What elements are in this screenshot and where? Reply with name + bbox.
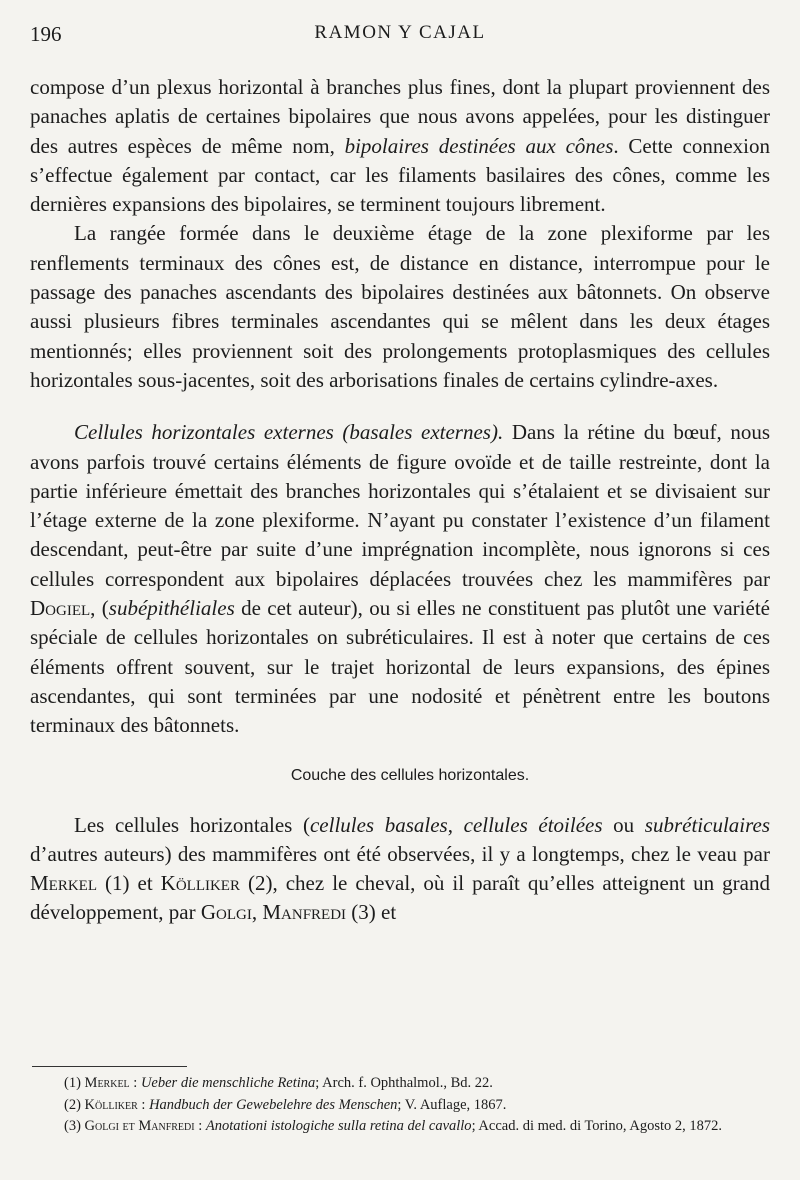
paragraph-4 — [30, 811, 770, 928]
text-run: (2), chez le cheval, où il paraît qu’elles atteignent un grand développement, par — [30, 871, 770, 925]
separator: : — [129, 1075, 141, 1091]
footnote-reference: ; V. Auflage, 1867. — [397, 1096, 507, 1113]
text-run: d’autres auteurs) des mammifères ont été observées, il y a longtemps, chez le veau par — [30, 841, 770, 866]
author-name: Merkel — [30, 871, 97, 896]
text-run: ou — [602, 812, 645, 837]
paragraph-1 — [30, 73, 770, 219]
footnote-3 — [30, 1116, 770, 1138]
footnote-title: Ueber die menschliche Retina — [140, 1075, 316, 1091]
page-header — [30, 22, 770, 48]
footnote-2 — [30, 1095, 770, 1117]
italic-term: subépithéliales — [108, 596, 235, 621]
text-run: de cet auteur), ou si elles ne constituent pas plutôt une variété spéciale de cellules horizontales on subréticulaires. Il est à noter que certains de ces éléments offrent souvent, sur le trajet horizontal de leurs expansions, des épines ascendantes, qui sont terminées par une nodosité et pénètrent entre les boutons terminaux des bâtonnets. — [30, 596, 770, 738]
footnote-number: (3) — [64, 1118, 81, 1134]
author-name: Golgi — [200, 900, 252, 925]
footnote-reference: ; Accad. di med. di Torino, Agosto 2, 1872. — [471, 1118, 722, 1134]
italic-term: cellules basales — [309, 812, 448, 837]
footnote-1 — [30, 1073, 770, 1095]
author-name: Dogiel — [30, 596, 91, 621]
text-run: , ( — [90, 596, 109, 621]
footnote-title: Anotationi istologiche sulla retina del cavallo — [205, 1118, 472, 1134]
italic-term: subréticulaires — [644, 812, 771, 837]
italic-term: bipolaires destinées aux cônes — [344, 133, 614, 158]
text-run: (3) et — [346, 900, 397, 925]
page-number: 196 — [30, 22, 62, 46]
footnote-number: (1) — [64, 1075, 81, 1091]
paragraph-2: La rangée formée dans le deuxième étage de la zone plexiforme par les renflements terminaux des cônes est, de distance en distance, interrompue pour le passage des panaches ascendants des bipolaires destinées aux bâtonnets. On observe aussi plusieurs fibres terminales ascendantes qui se mêlent dans les deux étages mentionnés; elles proviennent soit des prolongements protoplasmiques des cellules horizontales sous-jacentes, soit des arborisations finales de certains cylindre-axes. — [30, 221, 770, 392]
separator: : — [194, 1118, 206, 1134]
text-run: compose d’un plexus horizontal à branches plus fines, dont la plupart proviennent des panaches aplatis de certaines bipolaires que nous avons appelées, pour les distinguer des autres espèces de même nom, — [30, 75, 770, 158]
separator: : — [137, 1096, 150, 1113]
footnotes — [30, 1073, 770, 1138]
paragraph-3 — [30, 418, 770, 740]
section-heading: Couche des cellules horizontales. — [290, 766, 530, 784]
italic-term: cellules étoilées — [463, 812, 603, 837]
text-run: Les cellules horizontales ( — [74, 812, 310, 837]
text-run: Dans la rétine du bœuf, nous avons parfois trouvé certains éléments de figure ovoïde et de taille restreinte, dont la partie inférieure émettait des branches horizontales qui s’étalaient et se divisaient sur l’étage externe de la zone plexiforme. N’ayant pu constater l’existence d’un filament descendant, peut-être par suite d’une imprégnation incomplète, nous ignorons si ces cellules correspondent aux bipolaires déplacées trouvées chez les mammifères par — [30, 420, 770, 591]
running-head: RAMON Y CAJAL — [314, 22, 486, 43]
spacer — [30, 791, 770, 811]
footnote-author: Merkel — [84, 1075, 130, 1091]
author-name: Manfredi — [262, 900, 347, 925]
text-run: (1) et — [97, 871, 161, 896]
text-run: . Cette connexion s’effectue également par contact, car les filaments basilaires des cônes, comme les dernières expansions des bipolaires, se terminent toujours librement. — [30, 133, 770, 217]
footnote-title: Handbuch der Gewebelehre des Menschen — [149, 1096, 398, 1113]
text-run: , — [251, 900, 263, 925]
section-title-italic: Cellules horizontales externes (basales externes). — [74, 420, 504, 445]
page-body — [30, 73, 770, 928]
footnote-author: Kölliker — [84, 1096, 138, 1113]
spacer — [30, 395, 770, 418]
text-run: , — [447, 812, 464, 837]
author-name: Kölliker — [160, 871, 240, 896]
footnote-number: (2) — [64, 1096, 81, 1113]
footnote-rule — [32, 1066, 187, 1067]
spacer — [30, 741, 770, 761]
footnote-author: Golgi et Manfredi — [84, 1118, 195, 1134]
footnote-reference: ; Arch. f. Ophthalmol., Bd. 22. — [315, 1075, 493, 1091]
